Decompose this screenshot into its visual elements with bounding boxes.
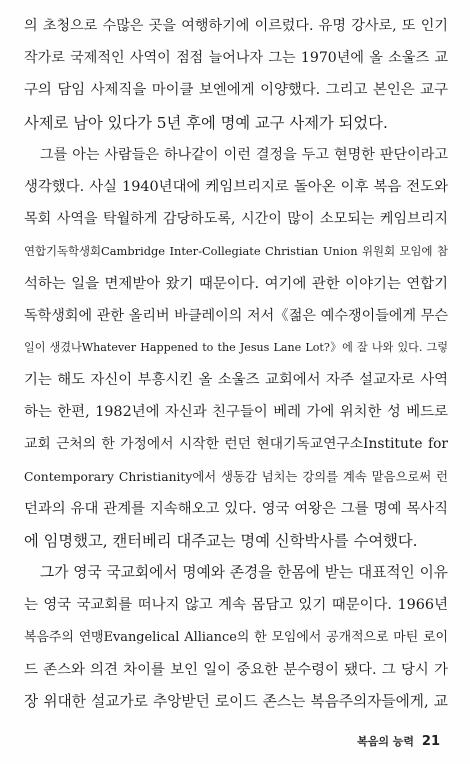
- text-line: 교회 근처의 한 가정에서 시작한 런던 현대기독교연구소Institute for: [24, 436, 448, 453]
- text-line: 기는 해도 자신이 부흥시킨 올 소울즈 교회에서 자주 설교자로 사역: [24, 372, 448, 389]
- text-line: Contemporary Christianity에서 생동감 넘치는 강의를 계속 맡음으로써 런: [24, 469, 448, 484]
- text-line: 던과의 유대 관계를 지속해오고 있다. 영국 여왕은 그를 명예 목사직: [24, 500, 448, 517]
- text-line: 장 위대한 설교가로 추앙받던 로이드 존스는 복음주의자들에게, 교: [24, 692, 448, 710]
- page-footer: [0, 733, 440, 749]
- text-line: 드 존스와 의견 차이를 보인 일이 중요한 분수령이 됐다. 그 당시 가: [24, 661, 448, 678]
- text-line: 목회 사역을 탁월하게 감당하도록, 시간이 많이 소모되는 케임브리지: [24, 211, 448, 228]
- text-line: 의 초청으로 수많은 곳을 여행하기에 이르렀다. 유명 강사로, 또 인기: [24, 18, 448, 34]
- running-title: 복음의 능력: [357, 735, 415, 748]
- text-line: 복음주의 연맹Evangelical Alliance의 한 모임에서 공개적으로 마틴 로이: [24, 629, 448, 645]
- text-line: 생각했다. 사실 1940년대에 케임브리지로 돌아온 이후 복음 전도와: [24, 178, 448, 195]
- text-line: 그가 영국 국교회에서 명예와 존경을 한몸에 받는 대표적인 이유: [40, 564, 448, 582]
- text-line: 석하는 일을 면제받아 왔기 때문이다. 여기에 관한 이야기는 연합기: [24, 275, 448, 292]
- text-line: 작가로 국제적인 사역이 점점 늘어나자 그는 1970년에 올 소울즈 교: [24, 50, 448, 67]
- text-line: 하는 한편, 1982년에 자신과 친구들이 베레 가에 위치한 성 베드로: [24, 404, 448, 421]
- page-number: 21: [421, 734, 440, 749]
- body-text: [24, 10, 448, 718]
- text-line: 독학생회에 관한 올리버 바클레이의 저서《젊은 예수쟁이들에게 무슨: [24, 307, 448, 324]
- text-line: 일이 생겼나Whatever Happened to the Jesus Lane Lot?》에 잘 나와 있다. 그렇: [24, 340, 448, 354]
- text-line: 는 영국 국교회를 떠나지 않고 계속 몸담고 있기 때문이다. 1966년: [24, 597, 448, 614]
- text-line: 그를 아는 사람들은 하나같이 이런 결정을 두고 현명한 판단이라고: [40, 146, 448, 163]
- text-line: 구의 담임 사제직을 마이클 보엔에게 이양했다. 그리고 본인은 교구: [24, 82, 448, 99]
- text-line: 사제로 남아 있다가 5년 후에 명예 교구 사제가 되었다.: [24, 113, 388, 132]
- text-line: 연합기독학생회Cambridge Inter-Collegiate Christian Union 위원회 모임에 참: [24, 244, 448, 259]
- text-line: 에 임명했고, 캔터베리 대주교는 명예 신학박사를 수여했다.: [24, 532, 418, 550]
